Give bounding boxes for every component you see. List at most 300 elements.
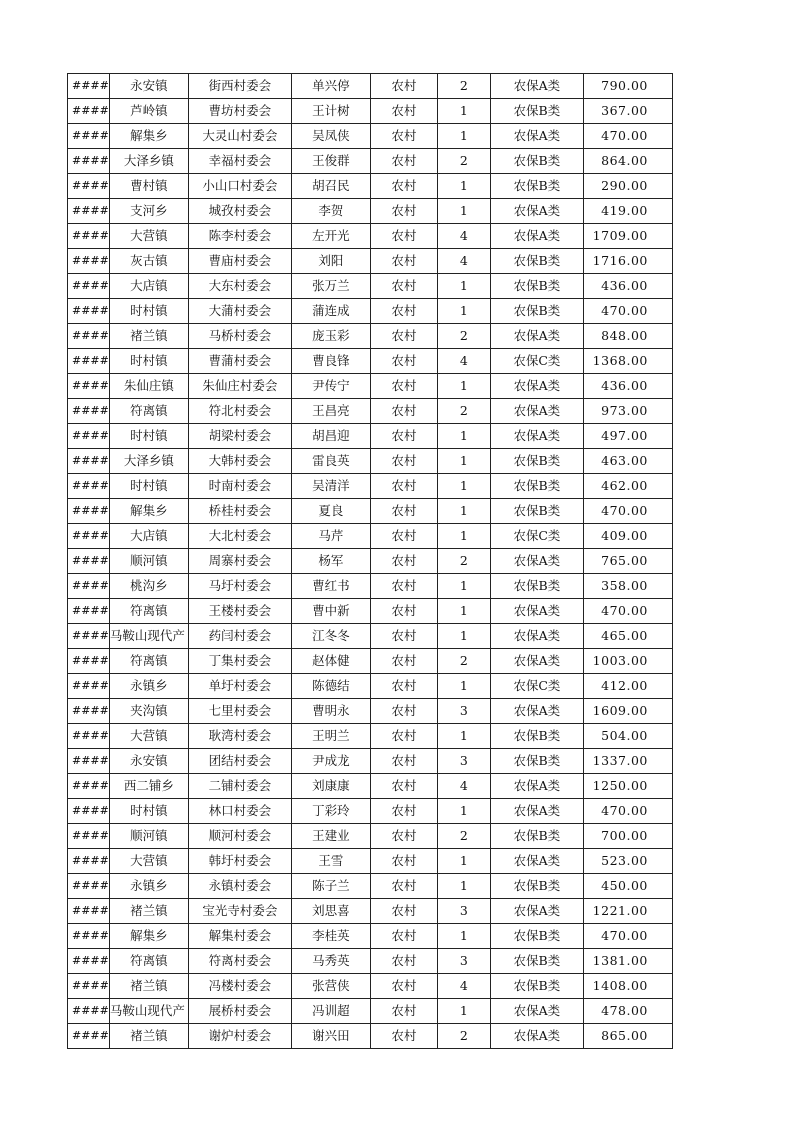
amount-cell: 1716.00 xyxy=(583,249,672,274)
record-id-cell: #### xyxy=(68,374,110,399)
household-type-cell: 农村 xyxy=(370,649,437,674)
record-id-cell: #### xyxy=(68,749,110,774)
person-count-cell: 1 xyxy=(437,499,490,524)
amount-cell: 848.00 xyxy=(583,324,672,349)
table-row xyxy=(68,649,673,674)
village-cell: 朱仙庄村委会 xyxy=(188,374,291,399)
person-count-cell: 3 xyxy=(437,749,490,774)
record-id-cell: #### xyxy=(68,99,110,124)
table-row xyxy=(68,249,673,274)
household-type-cell: 农村 xyxy=(370,874,437,899)
insurance-category-cell: 农保A类 xyxy=(490,699,583,724)
table-row xyxy=(68,199,673,224)
data-table xyxy=(67,73,673,1049)
table-row xyxy=(68,449,673,474)
town-cell: 顺河镇 xyxy=(109,824,188,849)
record-id-cell: #### xyxy=(68,399,110,424)
town-cell: 马鞍山现代产 xyxy=(109,999,188,1024)
name-cell: 王建业 xyxy=(291,824,370,849)
amount-cell: 1003.00 xyxy=(583,649,672,674)
town-cell: 时村镇 xyxy=(109,424,188,449)
town-cell: 时村镇 xyxy=(109,474,188,499)
record-id-cell: #### xyxy=(68,449,110,474)
household-type-cell: 农村 xyxy=(370,799,437,824)
amount-cell: 1408.00 xyxy=(583,974,672,999)
person-count-cell: 2 xyxy=(437,149,490,174)
household-type-cell: 农村 xyxy=(370,399,437,424)
village-cell: 单圩村委会 xyxy=(188,674,291,699)
record-id-cell: #### xyxy=(68,774,110,799)
person-count-cell: 4 xyxy=(437,349,490,374)
name-cell: 夏良 xyxy=(291,499,370,524)
insurance-category-cell: 农保B类 xyxy=(490,274,583,299)
record-id-cell: #### xyxy=(68,599,110,624)
insurance-category-cell: 农保B类 xyxy=(490,299,583,324)
record-id-cell: #### xyxy=(68,499,110,524)
record-id-cell: #### xyxy=(68,149,110,174)
insurance-category-cell: 农保A类 xyxy=(490,774,583,799)
household-type-cell: 农村 xyxy=(370,149,437,174)
person-count-cell: 1 xyxy=(437,174,490,199)
village-cell: 展桥村委会 xyxy=(188,999,291,1024)
village-cell: 大蒲村委会 xyxy=(188,299,291,324)
table-row xyxy=(68,924,673,949)
name-cell: 曹良锋 xyxy=(291,349,370,374)
town-cell: 曹村镇 xyxy=(109,174,188,199)
village-cell: 街西村委会 xyxy=(188,74,291,99)
table-row xyxy=(68,349,673,374)
name-cell: 王明兰 xyxy=(291,724,370,749)
name-cell: 马芹 xyxy=(291,524,370,549)
household-type-cell: 农村 xyxy=(370,624,437,649)
household-type-cell: 农村 xyxy=(370,424,437,449)
insurance-category-cell: 农保B类 xyxy=(490,724,583,749)
household-type-cell: 农村 xyxy=(370,274,437,299)
town-cell: 解集乡 xyxy=(109,924,188,949)
amount-cell: 1221.00 xyxy=(583,899,672,924)
town-cell: 符离镇 xyxy=(109,599,188,624)
town-cell: 夹沟镇 xyxy=(109,699,188,724)
record-id-cell: #### xyxy=(68,824,110,849)
village-cell: 大东村委会 xyxy=(188,274,291,299)
town-cell: 褚兰镇 xyxy=(109,899,188,924)
household-type-cell: 农村 xyxy=(370,299,437,324)
amount-cell: 462.00 xyxy=(583,474,672,499)
village-cell: 马桥村委会 xyxy=(188,324,291,349)
person-count-cell: 1 xyxy=(437,524,490,549)
village-cell: 城孜村委会 xyxy=(188,199,291,224)
name-cell: 王计树 xyxy=(291,99,370,124)
record-id-cell: #### xyxy=(68,474,110,499)
insurance-category-cell: 农保B类 xyxy=(490,499,583,524)
village-cell: 幸福村委会 xyxy=(188,149,291,174)
household-type-cell: 农村 xyxy=(370,699,437,724)
town-cell: 永安镇 xyxy=(109,74,188,99)
household-type-cell: 农村 xyxy=(370,849,437,874)
village-cell: 周寨村委会 xyxy=(188,549,291,574)
record-id-cell: #### xyxy=(68,274,110,299)
household-type-cell: 农村 xyxy=(370,449,437,474)
town-cell: 解集乡 xyxy=(109,124,188,149)
name-cell: 李桂英 xyxy=(291,924,370,949)
town-cell: 支河乡 xyxy=(109,199,188,224)
amount-cell: 470.00 xyxy=(583,124,672,149)
household-type-cell: 农村 xyxy=(370,74,437,99)
record-id-cell: #### xyxy=(68,349,110,374)
insurance-category-cell: 农保A类 xyxy=(490,124,583,149)
record-id-cell: #### xyxy=(68,849,110,874)
town-cell: 顺河镇 xyxy=(109,549,188,574)
table-row xyxy=(68,499,673,524)
insurance-category-cell: 农保A类 xyxy=(490,224,583,249)
amount-cell: 419.00 xyxy=(583,199,672,224)
table-row xyxy=(68,474,673,499)
record-id-cell: #### xyxy=(68,224,110,249)
name-cell: 尹成龙 xyxy=(291,749,370,774)
person-count-cell: 4 xyxy=(437,249,490,274)
table-body xyxy=(68,74,673,1049)
village-cell: 药闫村委会 xyxy=(188,624,291,649)
table-row xyxy=(68,524,673,549)
record-id-cell: #### xyxy=(68,124,110,149)
town-cell: 芦岭镇 xyxy=(109,99,188,124)
table-row xyxy=(68,774,673,799)
village-cell: 大北村委会 xyxy=(188,524,291,549)
record-id-cell: #### xyxy=(68,1024,110,1049)
person-count-cell: 1 xyxy=(437,99,490,124)
village-cell: 胡梁村委会 xyxy=(188,424,291,449)
table-row xyxy=(68,849,673,874)
amount-cell: 470.00 xyxy=(583,924,672,949)
amount-cell: 412.00 xyxy=(583,674,672,699)
insurance-category-cell: 农保B类 xyxy=(490,99,583,124)
town-cell: 大店镇 xyxy=(109,524,188,549)
person-count-cell: 1 xyxy=(437,849,490,874)
town-cell: 大泽乡镇 xyxy=(109,149,188,174)
table-row xyxy=(68,874,673,899)
person-count-cell: 3 xyxy=(437,949,490,974)
insurance-category-cell: 农保A类 xyxy=(490,399,583,424)
record-id-cell: #### xyxy=(68,324,110,349)
person-count-cell: 4 xyxy=(437,774,490,799)
record-id-cell: #### xyxy=(68,249,110,274)
table-row xyxy=(68,824,673,849)
household-type-cell: 农村 xyxy=(370,324,437,349)
insurance-category-cell: 农保B类 xyxy=(490,749,583,774)
name-cell: 杨军 xyxy=(291,549,370,574)
village-cell: 顺河村委会 xyxy=(188,824,291,849)
insurance-category-cell: 农保A类 xyxy=(490,324,583,349)
village-cell: 谢炉村委会 xyxy=(188,1024,291,1049)
insurance-category-cell: 农保B类 xyxy=(490,249,583,274)
village-cell: 永镇村委会 xyxy=(188,874,291,899)
village-cell: 丁集村委会 xyxy=(188,649,291,674)
record-id-cell: #### xyxy=(68,974,110,999)
person-count-cell: 4 xyxy=(437,224,490,249)
name-cell: 曹红书 xyxy=(291,574,370,599)
insurance-category-cell: 农保A类 xyxy=(490,1024,583,1049)
person-count-cell: 1 xyxy=(437,724,490,749)
insurance-category-cell: 农保A类 xyxy=(490,424,583,449)
village-cell: 七里村委会 xyxy=(188,699,291,724)
insurance-category-cell: 农保B类 xyxy=(490,149,583,174)
village-cell: 曹蒲村委会 xyxy=(188,349,291,374)
amount-cell: 465.00 xyxy=(583,624,672,649)
table-row xyxy=(68,74,673,99)
town-cell: 符离镇 xyxy=(109,649,188,674)
table-row xyxy=(68,274,673,299)
amount-cell: 367.00 xyxy=(583,99,672,124)
household-type-cell: 农村 xyxy=(370,574,437,599)
household-type-cell: 农村 xyxy=(370,199,437,224)
table-row xyxy=(68,599,673,624)
town-cell: 西二铺乡 xyxy=(109,774,188,799)
village-cell: 大韩村委会 xyxy=(188,449,291,474)
name-cell: 单兴停 xyxy=(291,74,370,99)
record-id-cell: #### xyxy=(68,524,110,549)
village-cell: 曹庙村委会 xyxy=(188,249,291,274)
town-cell: 褚兰镇 xyxy=(109,974,188,999)
record-id-cell: #### xyxy=(68,299,110,324)
table-row xyxy=(68,324,673,349)
name-cell: 刘阳 xyxy=(291,249,370,274)
household-type-cell: 农村 xyxy=(370,1024,437,1049)
town-cell: 大营镇 xyxy=(109,724,188,749)
amount-cell: 865.00 xyxy=(583,1024,672,1049)
town-cell: 时村镇 xyxy=(109,299,188,324)
record-id-cell: #### xyxy=(68,74,110,99)
record-id-cell: #### xyxy=(68,799,110,824)
person-count-cell: 2 xyxy=(437,824,490,849)
table-row xyxy=(68,1024,673,1049)
name-cell: 王雪 xyxy=(291,849,370,874)
name-cell: 江冬冬 xyxy=(291,624,370,649)
household-type-cell: 农村 xyxy=(370,124,437,149)
name-cell: 胡召民 xyxy=(291,174,370,199)
record-id-cell: #### xyxy=(68,624,110,649)
record-id-cell: #### xyxy=(68,924,110,949)
record-id-cell: #### xyxy=(68,699,110,724)
name-cell: 李贺 xyxy=(291,199,370,224)
name-cell: 吴清洋 xyxy=(291,474,370,499)
amount-cell: 436.00 xyxy=(583,374,672,399)
person-count-cell: 2 xyxy=(437,399,490,424)
insurance-category-cell: 农保B类 xyxy=(490,449,583,474)
town-cell: 永镇乡 xyxy=(109,874,188,899)
village-cell: 冯楼村委会 xyxy=(188,974,291,999)
name-cell: 尹传宁 xyxy=(291,374,370,399)
record-id-cell: #### xyxy=(68,899,110,924)
record-id-cell: #### xyxy=(68,424,110,449)
table-row xyxy=(68,699,673,724)
household-type-cell: 农村 xyxy=(370,899,437,924)
table-row xyxy=(68,749,673,774)
village-cell: 曹坊村委会 xyxy=(188,99,291,124)
name-cell: 刘康康 xyxy=(291,774,370,799)
household-type-cell: 农村 xyxy=(370,499,437,524)
table-row xyxy=(68,949,673,974)
record-id-cell: #### xyxy=(68,999,110,1024)
insurance-category-cell: 农保B类 xyxy=(490,824,583,849)
table-row xyxy=(68,999,673,1024)
name-cell: 谢兴田 xyxy=(291,1024,370,1049)
person-count-cell: 1 xyxy=(437,674,490,699)
household-type-cell: 农村 xyxy=(370,524,437,549)
insurance-category-cell: 农保B类 xyxy=(490,924,583,949)
table-row xyxy=(68,399,673,424)
amount-cell: 1250.00 xyxy=(583,774,672,799)
name-cell: 张万兰 xyxy=(291,274,370,299)
village-cell: 韩圩村委会 xyxy=(188,849,291,874)
person-count-cell: 1 xyxy=(437,924,490,949)
record-id-cell: #### xyxy=(68,874,110,899)
household-type-cell: 农村 xyxy=(370,549,437,574)
name-cell: 张营侠 xyxy=(291,974,370,999)
person-count-cell: 1 xyxy=(437,474,490,499)
household-type-cell: 农村 xyxy=(370,374,437,399)
name-cell: 陈子兰 xyxy=(291,874,370,899)
insurance-category-cell: 农保A类 xyxy=(490,849,583,874)
household-type-cell: 农村 xyxy=(370,674,437,699)
table-row xyxy=(68,299,673,324)
person-count-cell: 1 xyxy=(437,199,490,224)
town-cell: 解集乡 xyxy=(109,499,188,524)
person-count-cell: 2 xyxy=(437,324,490,349)
person-count-cell: 2 xyxy=(437,549,490,574)
town-cell: 马鞍山现代产 xyxy=(109,624,188,649)
household-type-cell: 农村 xyxy=(370,599,437,624)
town-cell: 符离镇 xyxy=(109,949,188,974)
village-cell: 王楼村委会 xyxy=(188,599,291,624)
table-row xyxy=(68,974,673,999)
amount-cell: 1609.00 xyxy=(583,699,672,724)
insurance-category-cell: 农保B类 xyxy=(490,174,583,199)
name-cell: 胡昌迎 xyxy=(291,424,370,449)
person-count-cell: 1 xyxy=(437,124,490,149)
insurance-category-cell: 农保A类 xyxy=(490,999,583,1024)
insurance-category-cell: 农保A类 xyxy=(490,549,583,574)
person-count-cell: 1 xyxy=(437,874,490,899)
amount-cell: 290.00 xyxy=(583,174,672,199)
person-count-cell: 1 xyxy=(437,999,490,1024)
person-count-cell: 1 xyxy=(437,424,490,449)
village-cell: 时南村委会 xyxy=(188,474,291,499)
town-cell: 符离镇 xyxy=(109,399,188,424)
insurance-category-cell: 农保A类 xyxy=(490,624,583,649)
record-id-cell: #### xyxy=(68,199,110,224)
name-cell: 赵体健 xyxy=(291,649,370,674)
insurance-category-cell: 农保A类 xyxy=(490,74,583,99)
town-cell: 褚兰镇 xyxy=(109,324,188,349)
name-cell: 刘思喜 xyxy=(291,899,370,924)
person-count-cell: 1 xyxy=(437,449,490,474)
town-cell: 大营镇 xyxy=(109,224,188,249)
household-type-cell: 农村 xyxy=(370,999,437,1024)
village-cell: 大灵山村委会 xyxy=(188,124,291,149)
town-cell: 桃沟乡 xyxy=(109,574,188,599)
person-count-cell: 1 xyxy=(437,599,490,624)
amount-cell: 504.00 xyxy=(583,724,672,749)
amount-cell: 463.00 xyxy=(583,449,672,474)
amount-cell: 523.00 xyxy=(583,849,672,874)
amount-cell: 790.00 xyxy=(583,74,672,99)
amount-cell: 700.00 xyxy=(583,824,672,849)
table-row xyxy=(68,574,673,599)
insurance-category-cell: 农保B类 xyxy=(490,574,583,599)
person-count-cell: 4 xyxy=(437,974,490,999)
village-cell: 林口村委会 xyxy=(188,799,291,824)
household-type-cell: 农村 xyxy=(370,224,437,249)
town-cell: 朱仙庄镇 xyxy=(109,374,188,399)
amount-cell: 973.00 xyxy=(583,399,672,424)
person-count-cell: 1 xyxy=(437,299,490,324)
household-type-cell: 农村 xyxy=(370,724,437,749)
household-type-cell: 农村 xyxy=(370,99,437,124)
record-id-cell: #### xyxy=(68,649,110,674)
record-id-cell: #### xyxy=(68,174,110,199)
record-id-cell: #### xyxy=(68,674,110,699)
village-cell: 符北村委会 xyxy=(188,399,291,424)
town-cell: 时村镇 xyxy=(109,799,188,824)
amount-cell: 450.00 xyxy=(583,874,672,899)
village-cell: 解集村委会 xyxy=(188,924,291,949)
table-row xyxy=(68,424,673,449)
record-id-cell: #### xyxy=(68,574,110,599)
town-cell: 永安镇 xyxy=(109,749,188,774)
person-count-cell: 1 xyxy=(437,624,490,649)
amount-cell: 1337.00 xyxy=(583,749,672,774)
village-cell: 耿湾村委会 xyxy=(188,724,291,749)
amount-cell: 1709.00 xyxy=(583,224,672,249)
person-count-cell: 2 xyxy=(437,649,490,674)
amount-cell: 765.00 xyxy=(583,549,672,574)
amount-cell: 864.00 xyxy=(583,149,672,174)
table-row xyxy=(68,724,673,749)
village-cell: 二铺村委会 xyxy=(188,774,291,799)
insurance-category-cell: 农保A类 xyxy=(490,599,583,624)
name-cell: 庞玉彩 xyxy=(291,324,370,349)
amount-cell: 1381.00 xyxy=(583,949,672,974)
table-row xyxy=(68,174,673,199)
person-count-cell: 1 xyxy=(437,574,490,599)
town-cell: 灰古镇 xyxy=(109,249,188,274)
household-type-cell: 农村 xyxy=(370,749,437,774)
table-row xyxy=(68,124,673,149)
name-cell: 王俊群 xyxy=(291,149,370,174)
table-row xyxy=(68,799,673,824)
name-cell: 曹中新 xyxy=(291,599,370,624)
town-cell: 时村镇 xyxy=(109,349,188,374)
name-cell: 丁彩玲 xyxy=(291,799,370,824)
name-cell: 陈德结 xyxy=(291,674,370,699)
insurance-category-cell: 农保C类 xyxy=(490,349,583,374)
insurance-category-cell: 农保A类 xyxy=(490,799,583,824)
town-cell: 褚兰镇 xyxy=(109,1024,188,1049)
household-type-cell: 农村 xyxy=(370,174,437,199)
village-cell: 团结村委会 xyxy=(188,749,291,774)
village-cell: 符离村委会 xyxy=(188,949,291,974)
household-type-cell: 农村 xyxy=(370,474,437,499)
name-cell: 蒲连成 xyxy=(291,299,370,324)
name-cell: 吴凤侠 xyxy=(291,124,370,149)
town-cell: 永镇乡 xyxy=(109,674,188,699)
insurance-category-cell: 农保B类 xyxy=(490,974,583,999)
name-cell: 王昌亮 xyxy=(291,399,370,424)
person-count-cell: 2 xyxy=(437,1024,490,1049)
amount-cell: 497.00 xyxy=(583,424,672,449)
town-cell: 大店镇 xyxy=(109,274,188,299)
table-row xyxy=(68,674,673,699)
